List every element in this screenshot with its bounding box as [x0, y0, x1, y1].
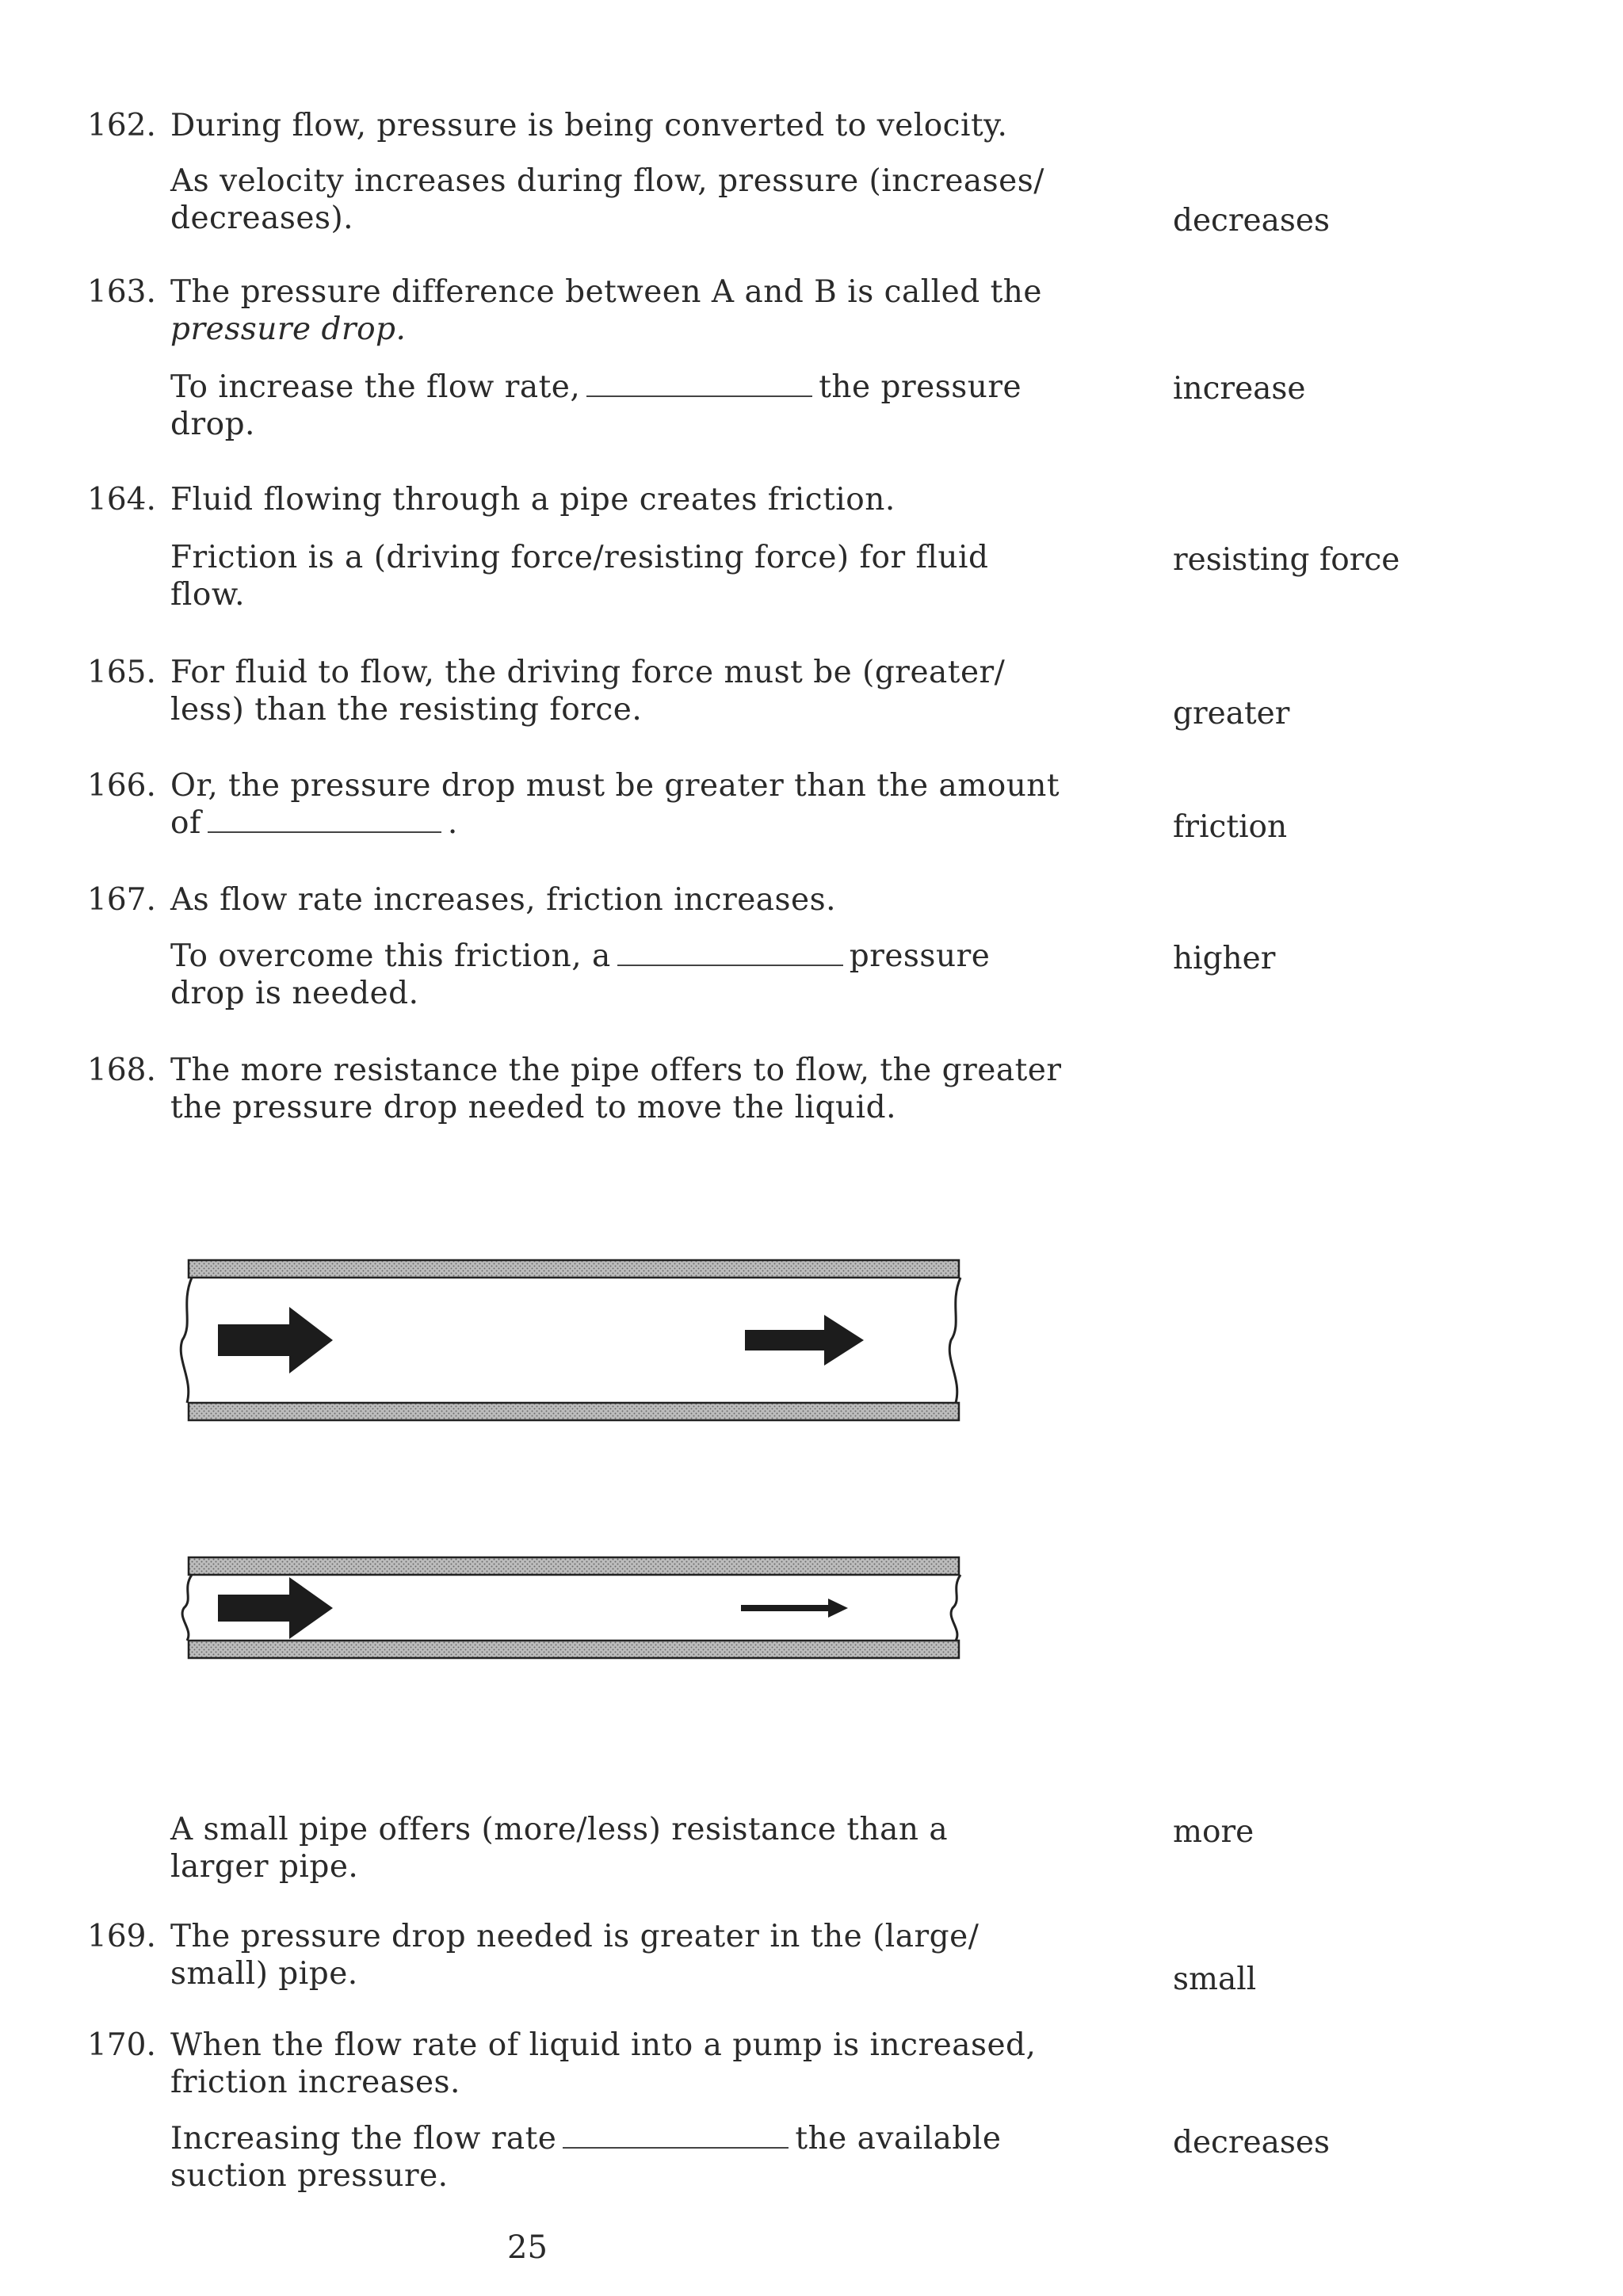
small-arrow — [741, 1599, 848, 1618]
pipe-break-left — [182, 1575, 192, 1641]
item-166-text-line1: Or, the pressure drop must be greater than the amount — [170, 768, 1060, 804]
item-164-question-line2: flow. — [170, 577, 246, 613]
item-167-question-pre: To overcome this friction, a — [170, 938, 611, 974]
pipe-break-right — [951, 1575, 960, 1641]
item-169-text-line2: small) pipe. — [170, 1956, 358, 1992]
page-number: 25 — [507, 2229, 548, 2266]
item-167-question-post: pressure — [849, 938, 991, 974]
item-168-answer: more — [1173, 1814, 1254, 1850]
item-170-question-pre: Increasing the flow rate — [170, 2121, 557, 2157]
pipe-wall-bottom — [189, 1403, 959, 1420]
item-167-answer: higher — [1173, 941, 1276, 976]
item-170-answer: decreases — [1173, 2125, 1330, 2160]
medium-arrow — [745, 1315, 864, 1366]
item-165-answer: greater — [1173, 696, 1290, 732]
small-pipe-figure — [174, 1553, 967, 1672]
item-168-question-line1: A small pipe offers (more/less) resistance than a — [170, 1812, 949, 1847]
answer-blank — [563, 2146, 789, 2149]
item-162-number: 162. — [87, 108, 156, 143]
item-165-text-line1: For fluid to flow, the driving force must be (greater/ — [170, 655, 1006, 690]
item-164-number: 164. — [87, 482, 156, 518]
item-162-answer: decreases — [1173, 203, 1330, 239]
pipe-break-right — [949, 1278, 960, 1403]
item-163-question-pre: To increase the flow rate, — [170, 369, 581, 405]
item-163-question-line2: drop. — [170, 407, 255, 442]
item-163-number: 163. — [87, 274, 156, 310]
large-pipe-figure — [174, 1248, 967, 1438]
large-arrow — [218, 1577, 333, 1639]
item-170-number: 170. — [87, 2027, 156, 2063]
answer-blank — [586, 395, 812, 397]
item-167-text: As flow rate increases, friction increases. — [170, 882, 837, 918]
item-166-number: 166. — [87, 768, 156, 804]
item-166-pre: of — [170, 805, 201, 841]
item-167-number: 167. — [87, 882, 156, 918]
item-163-question-line1 — [170, 369, 1022, 407]
item-165-number: 165. — [87, 655, 156, 690]
item-169-number: 169. — [87, 1919, 156, 1954]
item-170-text-line2: friction increases. — [170, 2065, 460, 2100]
item-163-question-post: the pressure — [819, 369, 1022, 405]
item-164-question-line1: Friction is a (driving force/resisting force) for fluid — [170, 540, 989, 575]
item-170-question-line2: suction pressure. — [170, 2158, 449, 2194]
item-168-number: 168. — [87, 1052, 156, 1088]
large-arrow — [218, 1307, 333, 1373]
answer-blank — [208, 831, 441, 833]
item-162-question-line1: As velocity increases during flow, pressure (increases/ — [170, 163, 1044, 199]
pipe-wall-top — [189, 1557, 959, 1575]
item-163-text-line1: The pressure difference between A and B is called the — [170, 274, 1042, 310]
item-170-question-line1 — [170, 2120, 1001, 2158]
item-167-question-line2: drop is needed. — [170, 976, 419, 1011]
item-167-question-line1 — [170, 938, 990, 976]
answer-blank — [617, 964, 843, 966]
item-168-text-line1: The more resistance the pipe offers to flow, the greater — [170, 1052, 1062, 1088]
item-169-answer: small — [1173, 1962, 1257, 1997]
item-162-text: During flow, pressure is being converted to velocity. — [170, 108, 1008, 143]
item-168-question-line2: larger pipe. — [170, 1849, 359, 1885]
item-166-post: . — [447, 805, 458, 841]
item-169-text-line1: The pressure drop needed is greater in the (large/ — [170, 1919, 980, 1954]
pipe-wall-bottom — [189, 1641, 959, 1658]
item-163-answer: increase — [1173, 371, 1306, 407]
item-166-answer: friction — [1173, 809, 1288, 845]
item-165-text-line2: less) than the resisting force. — [170, 692, 643, 728]
item-163-text-line2: pressure drop. — [170, 311, 407, 347]
item-162-question-line2: decreases). — [170, 201, 354, 236]
pipe-break-left — [181, 1278, 192, 1403]
pipe-wall-top — [189, 1260, 959, 1278]
item-170-question-post: the available — [795, 2121, 1002, 2157]
item-170-text-line1: When the flow rate of liquid into a pump is increased, — [170, 2027, 1037, 2063]
item-168-text-line2: the pressure drop needed to move the liquid. — [170, 1090, 897, 1125]
item-166-text-line2 — [170, 804, 458, 842]
item-164-answer: resisting force — [1173, 542, 1400, 578]
item-164-text: Fluid flowing through a pipe creates friction. — [170, 482, 896, 518]
